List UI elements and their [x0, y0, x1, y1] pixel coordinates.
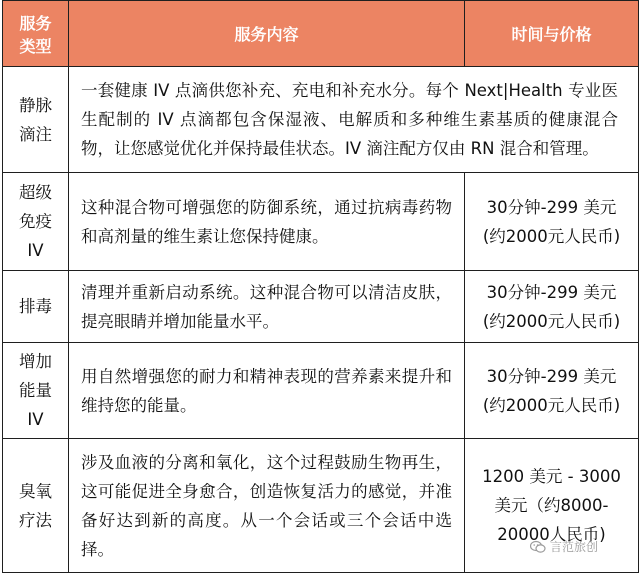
wechat-icon	[530, 540, 546, 554]
table-row-detox	[3, 271, 639, 343]
type-line: 滴注	[19, 124, 52, 144]
price-line: (约2000元人民币)	[482, 226, 621, 246]
row-price-cell	[465, 343, 639, 439]
table-row-energy	[3, 343, 639, 439]
type-line: 免疫	[19, 212, 52, 231]
type-line: 疗法	[19, 510, 52, 530]
header-type-line1: 服务	[19, 13, 52, 33]
row-price-cell	[465, 271, 639, 343]
row-content-cell: 清理并重新启动系统。这种混合物可以清洁皮肤，提亮眼睛并增加能量水平。	[69, 271, 465, 343]
row-type-cell	[3, 343, 69, 439]
price-line: (约2000元人民币)	[482, 395, 621, 415]
type-line: 超级	[19, 183, 52, 202]
price-line: 30分钟-299 美元	[486, 366, 617, 386]
price-line: 美元（约8000-	[494, 496, 609, 515]
type-line: 能量	[19, 381, 52, 400]
header-time-price: 时间与价格	[465, 1, 639, 67]
header-type-line2: 类型	[19, 36, 52, 56]
header-service-type	[3, 1, 69, 67]
row-content-cell: 一套健康 IV 点滴供您补充、充电和补充水分。每个 Next|Health 专业医生配制的 IV 点滴都包含保湿液、电解质和多种维生素基质的健康混合物，让您感觉优化并保持最佳状态。IV 滴注配方仅由 RN 混合和管理。	[69, 67, 639, 173]
watermark-text: 言范旅创	[550, 540, 599, 554]
table-row-iv-drip	[3, 67, 639, 173]
row-content-cell: 这种混合物可增强您的防御系统，通过抗病毒药物和高剂量的维生素让您保持健康。	[69, 173, 465, 271]
price-line: 1200 美元 - 3000	[482, 467, 621, 486]
row-type-cell	[3, 67, 69, 173]
price-line: 20000人民币)	[497, 525, 606, 544]
type-line: 臭氧	[19, 481, 52, 501]
watermark	[530, 538, 598, 555]
row-content-cell: 涉及血液的分离和氧化，这个过程鼓励生物再生，这可能促进全身愈合，创造恢复活力的感觉，并准备好达到新的高度。从一个会话或三个会话中选择。	[69, 439, 465, 573]
type-line: 静脉	[19, 95, 52, 115]
row-price-cell	[465, 173, 639, 271]
row-type-cell	[3, 271, 69, 343]
price-line: (约2000元人民币)	[482, 311, 621, 331]
service-price-table	[2, 0, 639, 573]
row-content-cell: 用自然增强您的耐力和精神表现的营养素来提升和维持您的能量。	[69, 343, 465, 439]
type-line: IV	[27, 410, 44, 429]
type-line: 排毒	[19, 297, 52, 316]
header-service-content: 服务内容	[69, 1, 465, 67]
price-line: 30分钟-299 美元	[486, 282, 617, 302]
type-line: IV	[27, 241, 44, 260]
table-row-super-immune	[3, 173, 639, 271]
price-line: 30分钟-299 美元	[486, 197, 617, 217]
table-header-row	[3, 1, 639, 67]
row-type-cell	[3, 439, 69, 573]
type-line: 增加	[19, 352, 52, 371]
row-type-cell	[3, 173, 69, 271]
